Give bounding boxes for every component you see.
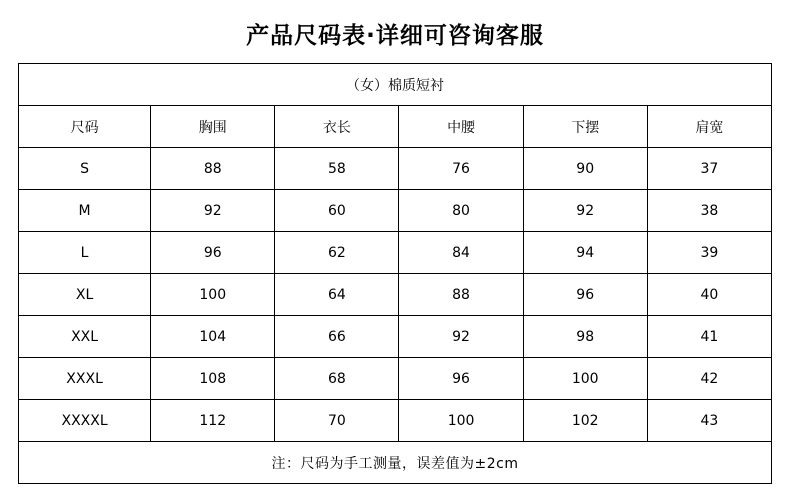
table-row [19,316,772,358]
page-title: 产品尺码表·详细可咨询客服 [246,23,544,49]
table-row [19,190,772,232]
cell-shoulder: 37 [647,148,771,190]
column-header-hem: 下摆 [523,106,647,148]
cell-shoulder: 43 [647,400,771,442]
cell-waist: 92 [399,316,523,358]
cell-bust: 96 [151,232,275,274]
size-table-container [18,63,772,484]
cell-size: XXXXL [19,400,151,442]
cell-length: 60 [275,190,399,232]
table-row [19,232,772,274]
table-row [19,400,772,442]
column-header-shoulder: 肩宽 [647,106,771,148]
cell-length: 66 [275,316,399,358]
cell-waist: 80 [399,190,523,232]
cell-shoulder: 39 [647,232,771,274]
cell-waist: 88 [399,274,523,316]
measurement-note: 注：尺码为手工测量，误差值为±2cm [19,442,772,484]
cell-shoulder: 38 [647,190,771,232]
cell-length: 64 [275,274,399,316]
category-label: （女）棉质短衬 [19,64,772,106]
size-table [18,63,772,484]
cell-bust: 108 [151,358,275,400]
cell-length: 62 [275,232,399,274]
cell-hem: 102 [523,400,647,442]
table-note-row [19,442,772,484]
cell-shoulder: 42 [647,358,771,400]
cell-size: M [19,190,151,232]
cell-size: XL [19,274,151,316]
cell-size: L [19,232,151,274]
cell-waist: 84 [399,232,523,274]
table-row [19,148,772,190]
cell-length: 70 [275,400,399,442]
cell-bust: 100 [151,274,275,316]
cell-bust: 88 [151,148,275,190]
cell-size: XXXL [19,358,151,400]
column-header-length: 衣长 [275,106,399,148]
cell-length: 58 [275,148,399,190]
cell-waist: 76 [399,148,523,190]
cell-waist: 96 [399,358,523,400]
cell-size: XXL [19,316,151,358]
cell-hem: 92 [523,190,647,232]
table-category-row [19,64,772,106]
cell-size: S [19,148,151,190]
cell-bust: 104 [151,316,275,358]
cell-hem: 96 [523,274,647,316]
cell-hem: 100 [523,358,647,400]
cell-hem: 90 [523,148,647,190]
cell-hem: 98 [523,316,647,358]
cell-shoulder: 41 [647,316,771,358]
column-header-size: 尺码 [19,106,151,148]
column-header-waist: 中腰 [399,106,523,148]
column-header-bust: 胸围 [151,106,275,148]
cell-waist: 100 [399,400,523,442]
cell-bust: 112 [151,400,275,442]
cell-hem: 94 [523,232,647,274]
cell-shoulder: 40 [647,274,771,316]
table-row [19,274,772,316]
cell-bust: 92 [151,190,275,232]
table-header-row [19,106,772,148]
table-row [19,358,772,400]
cell-length: 68 [275,358,399,400]
